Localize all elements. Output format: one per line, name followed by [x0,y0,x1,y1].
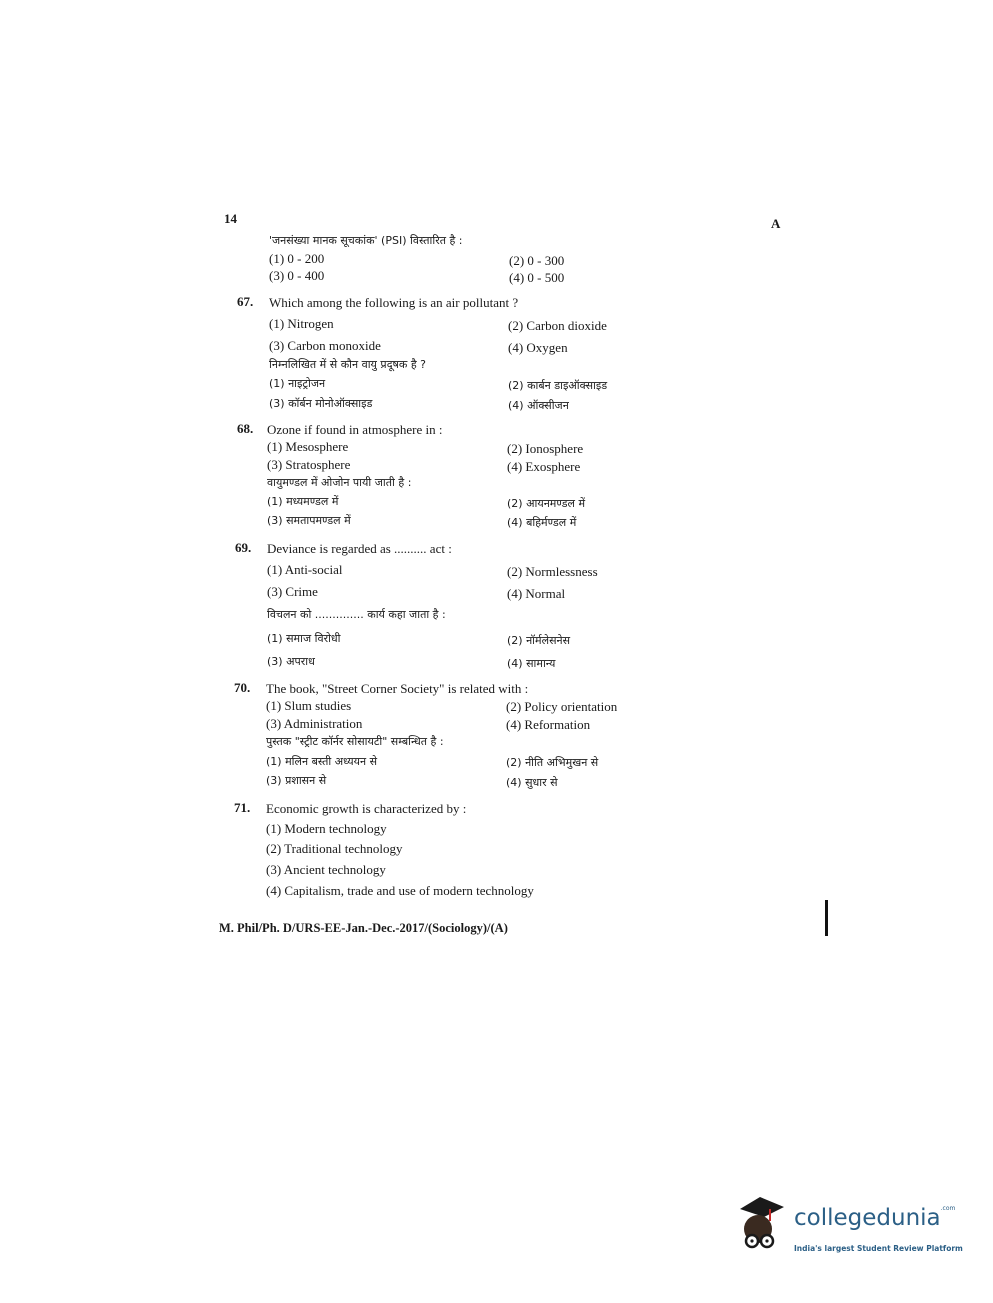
logo-tagline: India's largest Student Review Platform [794,1244,963,1253]
q67-hindi-option-2: (2) कार्बन डाइऑक्साइड [508,379,608,392]
q66-option-2: (2) 0 - 300 [509,253,565,268]
q68-hindi-option-3: (3) समतापमण्डल में [267,514,351,527]
q66-hindi-stem: 'जनसंख्या मानक सूचकांक' (PSI) विस्तारित है : [269,234,463,247]
q67-hindi-stem: निम्नलिखित में से कौन वायु प्रदूषक है ? [269,358,427,371]
q69-number: 69. [235,540,252,555]
q69-hindi-option-2: (2) नॉर्मलेसनेस [507,634,571,647]
q71-option-3: (3) Ancient technology [266,862,386,877]
q68-option-1: (1) Mesosphere [267,439,349,454]
q71-number: 71. [234,800,251,815]
q68-stem: Ozone if found in atmosphere in : [267,422,443,437]
q67-hindi-option-3: (3) कॉर्बन मोनोऑक्साइड [269,397,373,410]
footer-code: M. Phil/Ph. D/URS-EE-Jan.-Dec.-2017/(Sociology)/(A) [219,921,508,935]
q66-option-4: (4) 0 - 500 [509,270,565,285]
q68-option-2: (2) Ionosphere [507,441,584,456]
collegedunia-logo [732,1195,964,1259]
q67-number: 67. [237,294,254,309]
q68-hindi-option-1: (1) मध्यमण्डल में [267,495,339,508]
q70-hindi-stem: पुस्तक "स्ट्रीट कॉर्नर सोसायटी" सम्बन्धित है : [266,735,444,748]
mascot-icon [732,1195,792,1255]
q71-option-2: (2) Traditional technology [266,841,403,856]
q67-hindi-option-1: (1) नाइट्रोजन [269,377,326,390]
q69-hindi-stem: विचलन को .............. कार्य कहा जाता है : [267,608,446,621]
q68-hindi-option-2: (2) आयनमण्डल में [507,497,586,510]
page-number: 14 [224,211,237,226]
q69-option-1: (1) Anti-social [267,562,343,577]
q69-option-3: (3) Crime [267,584,318,599]
logo-brand-suffix: .com [940,1205,956,1212]
q70-option-3: (3) Administration [266,716,363,731]
q67-option-1: (1) Nitrogen [269,316,334,331]
q67-option-2: (2) Carbon dioxide [508,318,607,333]
q71-option-4: (4) Capitalism, trade and use of modern technology [266,883,534,898]
q66-option-3: (3) 0 - 400 [269,268,325,283]
q68-hindi-option-4: (4) बहिर्मण्डल में [507,516,577,529]
q70-option-1: (1) Slum studies [266,698,352,713]
q71-stem: Economic growth is characterized by : [266,801,467,816]
q67-option-4: (4) Oxygen [508,340,568,355]
q70-number: 70. [234,680,251,695]
q70-hindi-option-3: (3) प्रशासन से [266,774,327,787]
q67-option-3: (3) Carbon monoxide [269,338,381,353]
q69-hindi-option-1: (1) समाज विरोधी [267,632,341,645]
q67-stem: Which among the following is an air pollutant ? [269,295,519,310]
set-code: A [771,216,781,231]
q68-option-4: (4) Exosphere [507,459,581,474]
q69-option-2: (2) Normlessness [507,564,598,579]
q69-stem: Deviance is regarded as .......... act : [267,541,452,556]
q71-option-1: (1) Modern technology [266,821,387,836]
q70-hindi-option-4: (4) सुधार से [506,776,558,789]
q70-hindi-option-1: (1) मलिन बस्ती अध्ययन से [266,755,378,768]
q68-hindi-stem: वायुमण्डल में ओजोन पायी जाती है : [267,476,412,489]
q68-number: 68. [237,421,254,436]
q69-hindi-option-4: (4) सामान्य [507,657,556,670]
q69-option-4: (4) Normal [507,586,566,601]
scan-mark [825,900,828,936]
q70-hindi-option-2: (2) नीति अभिमुखन से [506,756,599,769]
q66-option-1: (1) 0 - 200 [269,251,325,266]
q70-option-2: (2) Policy orientation [506,699,618,714]
q68-option-3: (3) Stratosphere [267,457,351,472]
logo-brand: collegedunia$^{.com}$ [794,1205,956,1231]
q67-hindi-option-4: (4) ऑक्सीजन [508,399,569,412]
q69-hindi-option-3: (3) अपराध [267,655,315,668]
q70-stem: The book, "Street Corner Society" is related with : [266,681,529,696]
q70-option-4: (4) Reformation [506,717,591,732]
